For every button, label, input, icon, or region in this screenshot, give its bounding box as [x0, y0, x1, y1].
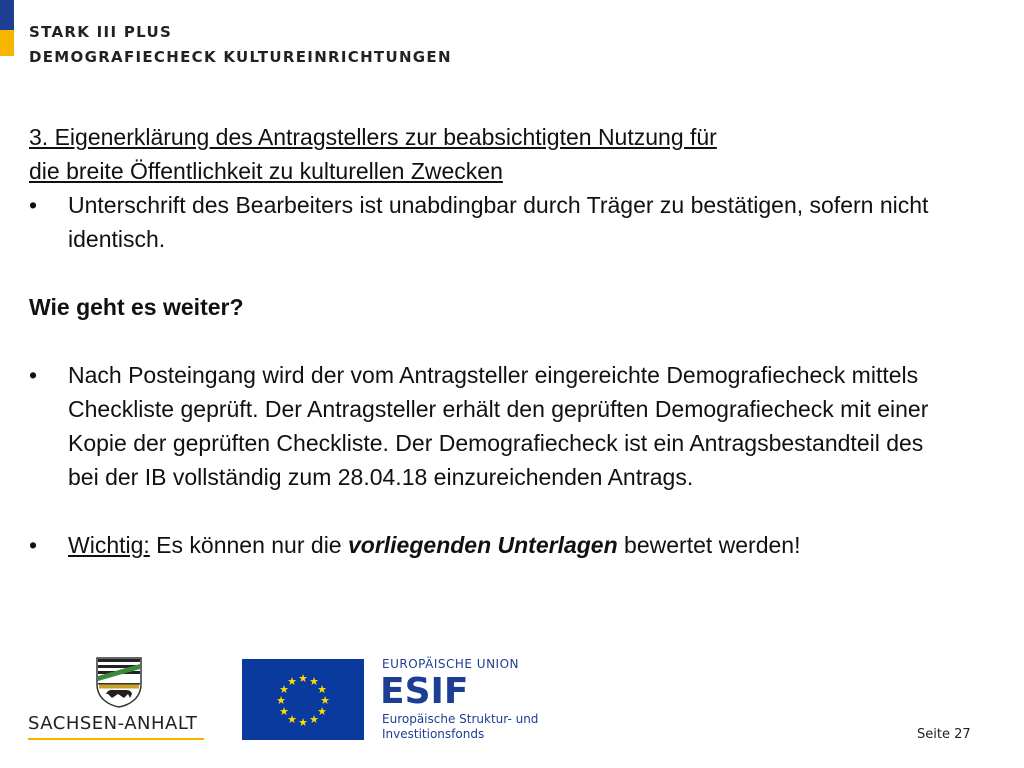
svg-text:★: ★: [317, 683, 327, 696]
wordmark-underline: [28, 738, 204, 740]
svg-text:★: ★: [317, 705, 327, 718]
svg-text:★: ★: [279, 683, 289, 696]
bullet-marker: •: [29, 532, 38, 558]
svg-text:★: ★: [309, 713, 319, 726]
sachsen-anhalt-wordmark: SACHSEN-ANHALT: [28, 713, 198, 734]
list-item: [29, 358, 929, 494]
esif-subtitle: [382, 712, 538, 742]
header-title: STARK III PLUS: [29, 23, 173, 41]
eu-flag: [242, 659, 364, 740]
esif-subtitle-line1: Europäische Struktur- und: [382, 712, 539, 726]
important-text-end: bewertet werden!: [617, 532, 801, 558]
page-number: Seite 27: [917, 727, 971, 742]
header-subtitle: DEMOGRAFIECHECK KULTUREINRICHTUNGEN: [29, 48, 452, 66]
bullet-marker: •: [29, 192, 38, 218]
next-steps-title: Wie geht es weiter?: [29, 294, 244, 320]
bullet-text: Nach Posteingang wird der vom Antragsteller eingereichte Demografiecheck mittels Checkliste geprüft. Der Antragsteller erhält den geprüften Demografiecheck mit einer Kopie der geprüften Checkliste. Der Demografiecheck ist ein Antragsbestandteil des bei der IB vollständig zum 28.04.18 einzureichenden Antrags.: [68, 362, 929, 490]
accent-bar-yellow: [0, 30, 14, 56]
slide-header: [29, 20, 452, 70]
slide-content: [29, 120, 929, 562]
eu-stars-icon: [242, 659, 364, 740]
accent-bar-blue: [0, 0, 14, 30]
svg-text:★: ★: [298, 672, 308, 685]
esif-wordmark: ESIF: [380, 671, 469, 712]
svg-text:★: ★: [298, 716, 308, 729]
svg-text:★: ★: [309, 675, 319, 688]
list-item: [29, 188, 929, 256]
important-label: Wichtig:: [68, 532, 150, 558]
section-heading-line2: die breite Öffentlichkeit zu kulturellen Zwecken: [29, 158, 503, 184]
coat-of-arms-icon: [94, 656, 144, 708]
sachsen-anhalt-logo: [26, 656, 206, 742]
svg-text:★: ★: [320, 694, 330, 707]
bullet-text: Unterschrift des Bearbeiters ist unabdingbar durch Träger zu bestätigen, sofern nicht identisch.: [68, 192, 929, 252]
eu-union-label: EUROPÄISCHE UNION: [382, 657, 520, 671]
svg-text:★: ★: [287, 713, 297, 726]
svg-text:★: ★: [279, 705, 289, 718]
esif-subtitle-line2: Investitionsfonds: [382, 727, 485, 741]
list-item: [29, 528, 929, 562]
svg-text:★: ★: [276, 694, 286, 707]
section-heading-line1: 3. Eigenerklärung des Antragstellers zur beabsichtigten Nutzung für: [29, 124, 717, 150]
svg-text:★: ★: [287, 675, 297, 688]
bullet-text-important: [68, 528, 929, 562]
important-text: Es können nur die: [149, 532, 348, 558]
bullet-marker: •: [29, 362, 38, 388]
important-emphasis: vorliegenden Unterlagen: [347, 532, 618, 558]
